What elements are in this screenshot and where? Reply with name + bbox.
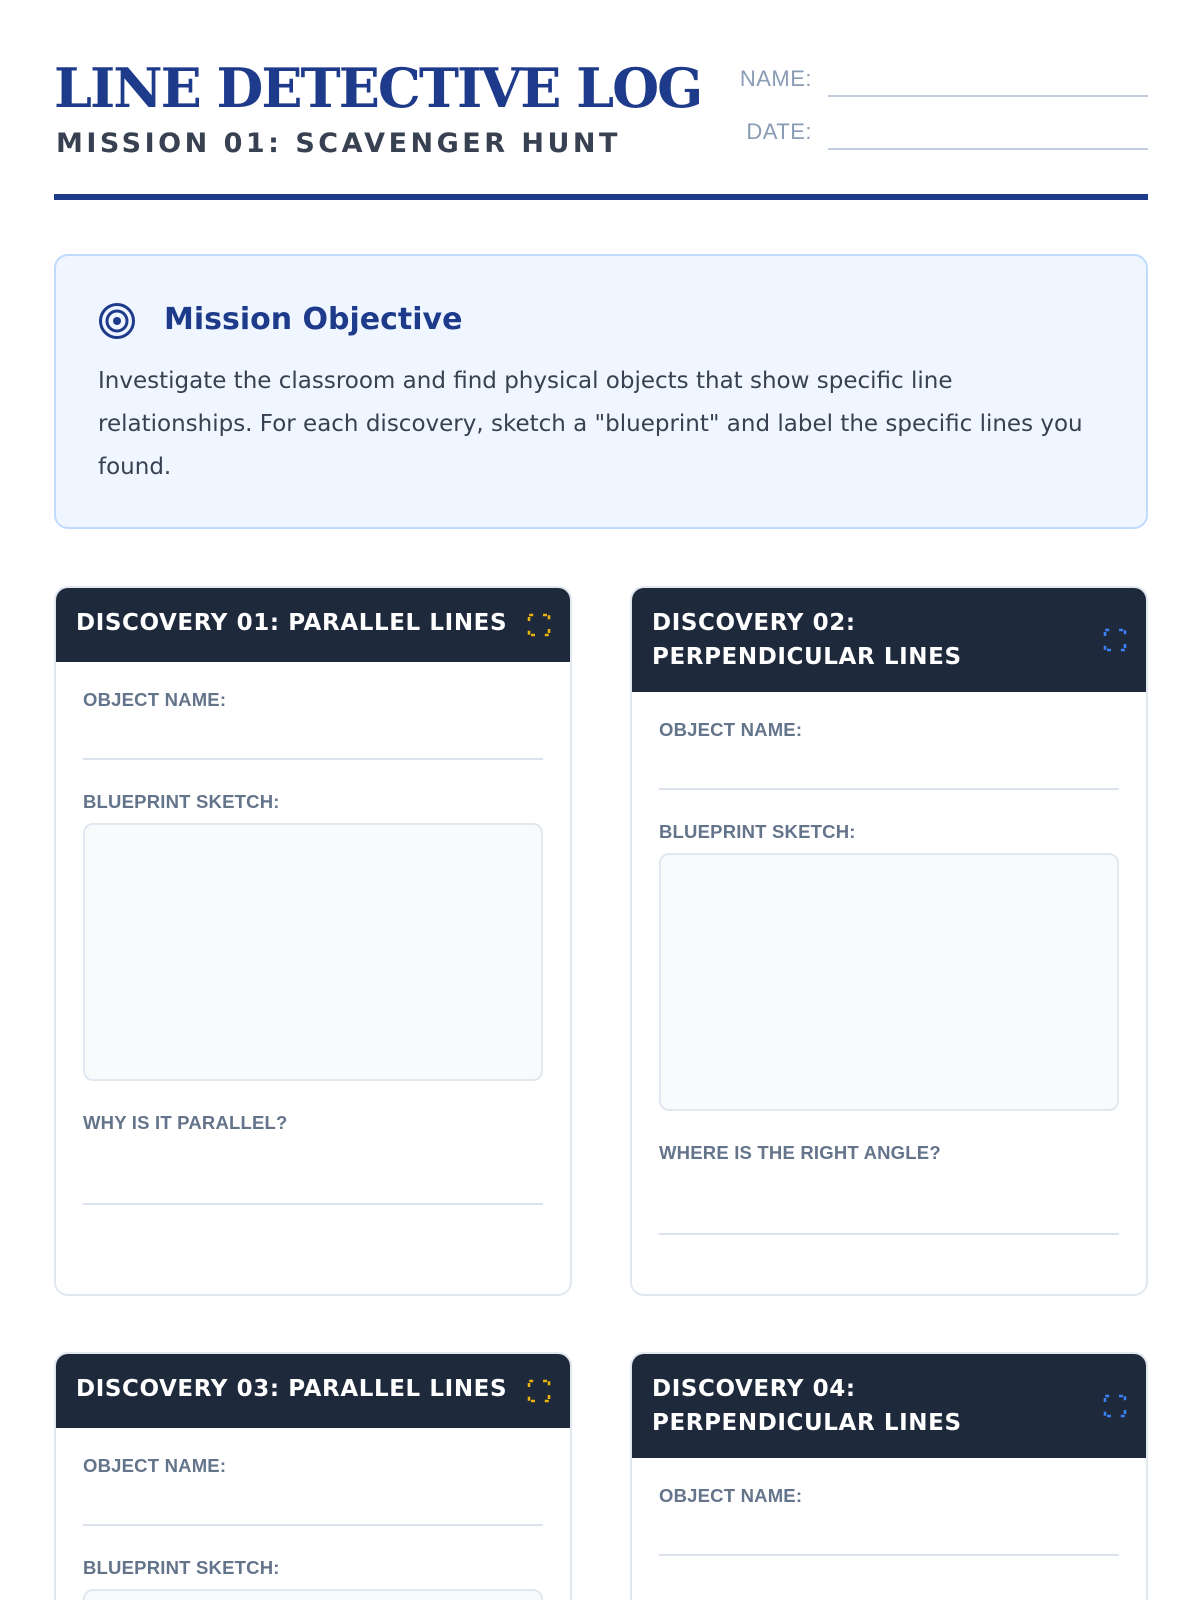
object-name-label: OBJECT NAME:: [83, 689, 227, 710]
expand-corners-icon: [526, 1378, 552, 1404]
date-field[interactable]: [734, 113, 1148, 153]
date-input-line[interactable]: [828, 148, 1148, 150]
object-name-input[interactable]: [83, 712, 543, 760]
header-divider: [54, 194, 1148, 200]
page-subtitle: MISSION 01: SCAVENGER HUNT: [56, 128, 621, 159]
card-header: [56, 1354, 570, 1428]
answer-input[interactable]: [659, 1165, 1119, 1235]
discovery-card-03: [54, 1352, 572, 1600]
object-name-label: OBJECT NAME:: [83, 1455, 227, 1476]
name-field[interactable]: [734, 60, 1148, 100]
card-header: [632, 588, 1146, 692]
object-name-label: OBJECT NAME:: [659, 719, 803, 740]
discovery-card-04: [630, 1352, 1148, 1600]
objective-text: Investigate the classroom and find physical objects that show specific line relationships. For each discovery, sketch a "blueprint" and label the specific lines you found.: [98, 368, 1083, 480]
object-name-input[interactable]: [659, 1508, 1119, 1556]
object-name-label: OBJECT NAME:: [659, 1485, 803, 1506]
page-title: LINE DETECTIVE LOG: [54, 56, 702, 120]
objective-title: Mission Objective: [164, 302, 463, 337]
blueprint-sketch-label: BLUEPRINT SKETCH:: [83, 1557, 280, 1578]
discovery-card-01: [54, 586, 572, 1296]
object-name-input[interactable]: [83, 1478, 543, 1526]
date-label: DATE:: [746, 119, 812, 144]
card-title: DISCOVERY 04: PERPENDICULAR LINES: [652, 1376, 962, 1436]
blueprint-sketch-label: BLUEPRINT SKETCH:: [659, 821, 856, 842]
expand-corners-icon: [526, 612, 552, 638]
card-header: [632, 1354, 1146, 1458]
card-title: DISCOVERY 02: PERPENDICULAR LINES: [652, 610, 962, 670]
blueprint-sketch-area[interactable]: [83, 1589, 543, 1600]
answer-input[interactable]: [83, 1135, 543, 1205]
worksheet-header: [54, 56, 1148, 200]
discovery-card-02: [630, 586, 1148, 1296]
card-header: [56, 588, 570, 662]
object-name-input[interactable]: [659, 742, 1119, 790]
name-label: NAME:: [739, 66, 812, 91]
question-label: WHERE IS THE RIGHT ANGLE?: [659, 1142, 941, 1163]
card-title: DISCOVERY 03: PARALLEL LINES: [76, 1376, 508, 1402]
name-input-line[interactable]: [828, 95, 1148, 97]
blueprint-sketch-label: BLUEPRINT SKETCH:: [83, 791, 280, 812]
card-title: DISCOVERY 01: PARALLEL LINES: [76, 610, 508, 636]
mission-objective-box: [54, 254, 1148, 529]
blueprint-sketch-area[interactable]: [83, 823, 543, 1081]
blueprint-sketch-area[interactable]: [659, 853, 1119, 1111]
target-icon: [98, 302, 136, 340]
expand-corners-icon: [1102, 627, 1128, 653]
question-label: WHY IS IT PARALLEL?: [83, 1112, 288, 1133]
expand-corners-icon: [1102, 1393, 1128, 1419]
